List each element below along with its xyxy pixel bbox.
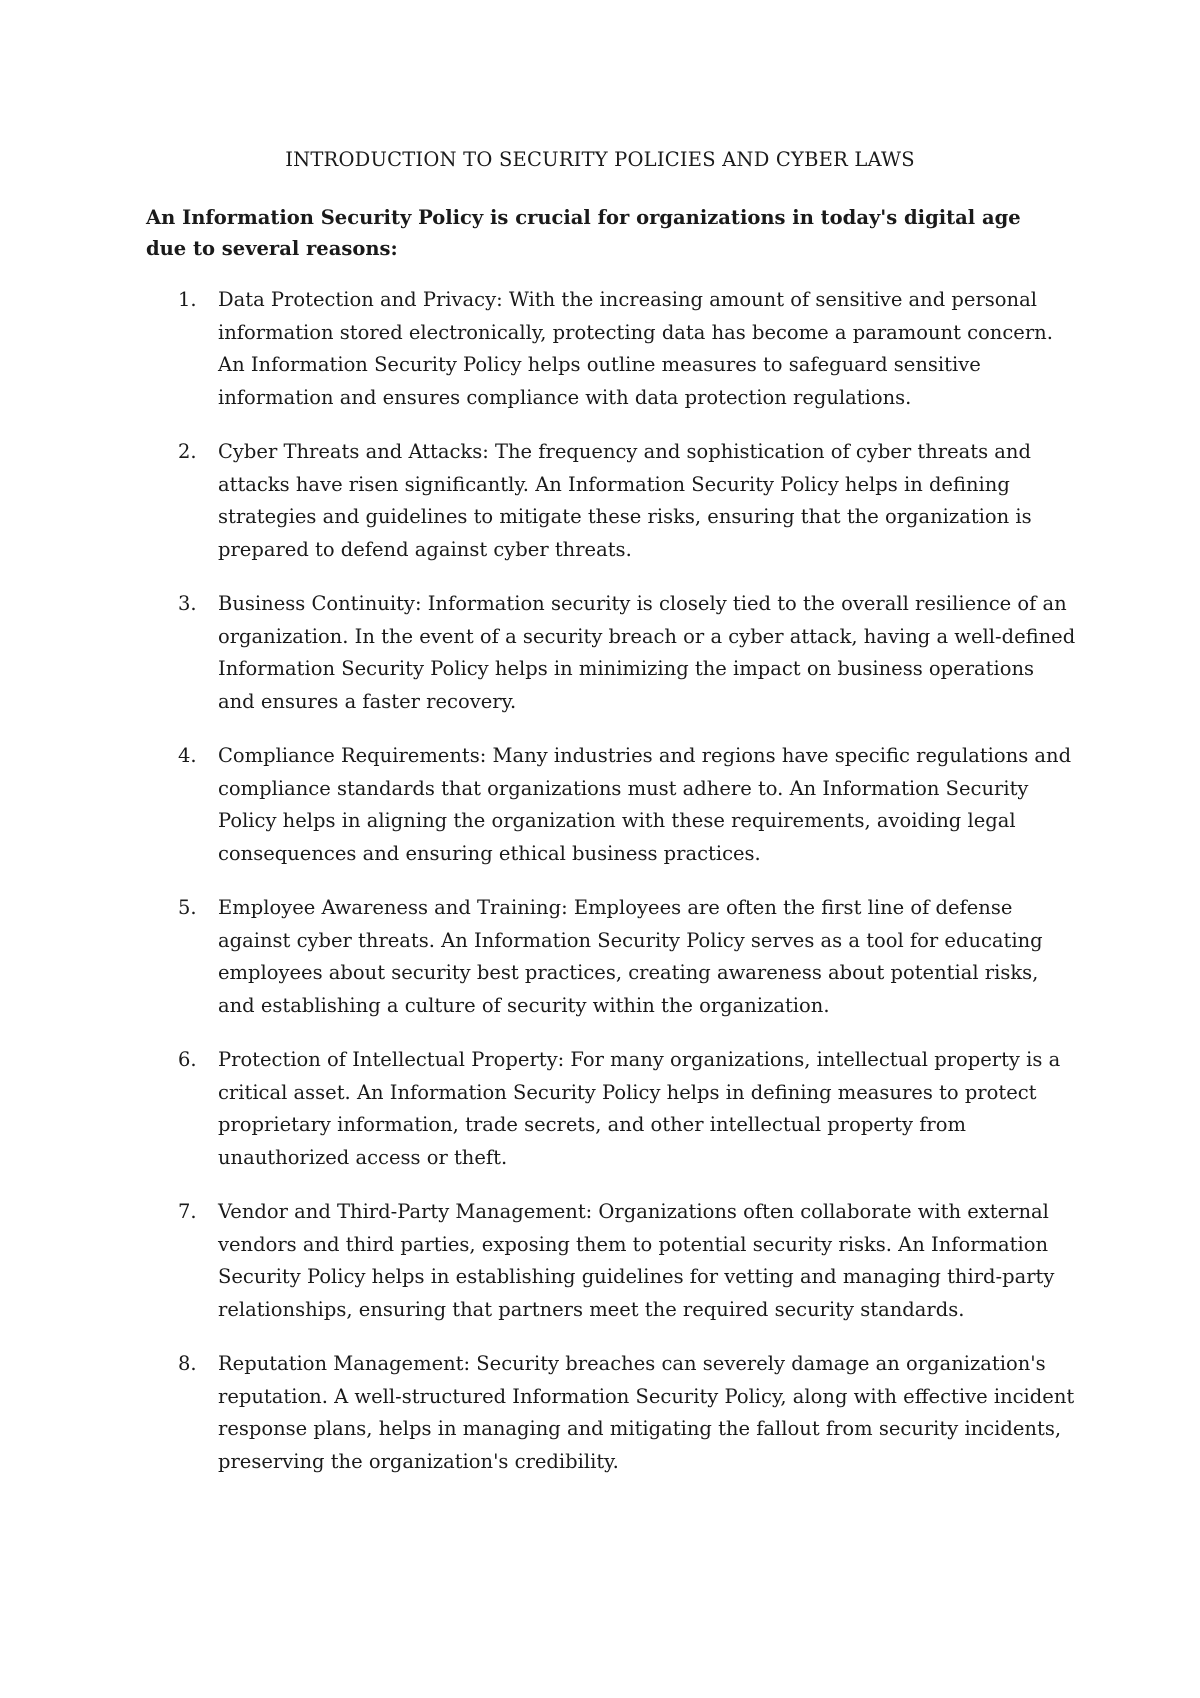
- list-item: [146, 740, 1076, 870]
- list-item-text: Data Protection and Privacy: With the increasing amount of sensitive and personal information stored electronically, protecting data has become a paramount concern. An Information Security Policy helps outline measures to safeguard sensitive information and ensures compliance with data protection regulations.: [218, 288, 1053, 409]
- list-item-text: Compliance Requirements: Many industries and regions have specific regulations and compliance standards that organizations must adhere to. An Information Security Policy helps in aligning the organization with these requirements, avoiding legal consequences and ensuring ethical business practices.: [218, 744, 1072, 865]
- list-item-number: 8.: [178, 1352, 197, 1375]
- list-item-text: Cyber Threats and Attacks: The frequency and sophistication of cyber threats and attacks have risen significantly. An Information Security Policy helps in defining strategies and guidelines to mitigate these risks, ensuring that the organization is prepared to defend against cyber threats.: [218, 440, 1032, 561]
- list-item: [146, 588, 1076, 718]
- list-item-text: Reputation Management: Security breaches can severely damage an organization's reputation. A well-structured Information Security Policy, along with effective incident response plans, helps in managing and mitigating the fallout from security incidents, preserving the organization's credibility.: [218, 1352, 1075, 1473]
- list-item-text: Protection of Intellectual Property: For many organizations, intellectual property is a critical asset. An Information Security Policy helps in defining measures to protect proprietary information, trade secrets, and other intellectual property from unauthorized access or theft.: [218, 1048, 1061, 1169]
- list-item-number: 2.: [178, 440, 197, 463]
- list-item-number: 1.: [178, 288, 197, 311]
- list-item-text: Business Continuity: Information security is closely tied to the overall resilience of an organization. In the event of a security breach or a cyber attack, having a well-defined Information Security Policy helps in minimizing the impact on business operations and ensures a faster recovery.: [218, 592, 1076, 713]
- list-item-number: 4.: [178, 744, 197, 767]
- list-item: [146, 892, 1076, 1022]
- list-item-text: Vendor and Third-Party Management: Organizations often collaborate with external vendors and third parties, exposing them to potential security risks. An Information Security Policy helps in establishing guidelines for vetting and managing third-party relationships, ensuring that partners meet the required security standards.: [218, 1200, 1055, 1321]
- list-item-number: 5.: [178, 896, 197, 919]
- list-item-number: 3.: [178, 592, 197, 615]
- list-item-number: 6.: [178, 1048, 197, 1071]
- list-item-text: Employee Awareness and Training: Employees are often the first line of defense against cyber threats. An Information Security Policy serves as a tool for educating employees about security best practices, creating awareness about potential risks, and establishing a culture of security within the organization.: [218, 896, 1043, 1017]
- list-item: [146, 1044, 1076, 1174]
- reasons-list: [146, 284, 1076, 1500]
- list-item: [146, 284, 1076, 414]
- document-title: INTRODUCTION TO SECURITY POLICIES AND CYBER LAWS: [285, 148, 915, 171]
- list-item-number: 7.: [178, 1200, 197, 1223]
- list-item: [146, 1196, 1076, 1326]
- list-item: [146, 1348, 1076, 1478]
- list-item: [146, 436, 1076, 566]
- intro-paragraph: An Information Security Policy is crucial for organizations in today's digital age due to several reasons:: [146, 206, 1021, 260]
